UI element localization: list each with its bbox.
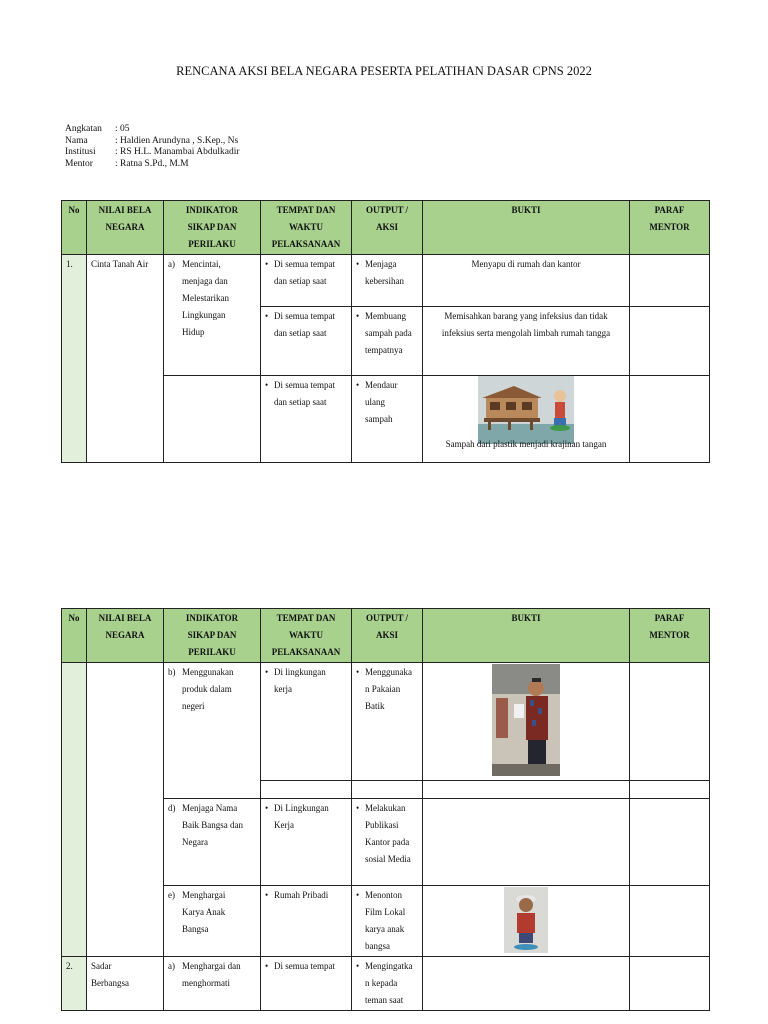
output-cell: • Melakukan Publikasi Kantor pada sosial Media [352, 799, 423, 886]
header-tempat: TEMPAT DAN WAKTU PELAKSANAAN [261, 609, 352, 663]
table-header [62, 201, 710, 255]
bukti-cell-empty [423, 957, 630, 1011]
row-number-empty [62, 663, 87, 957]
tempat-cell-empty [261, 781, 352, 799]
paraf-cell-empty [630, 781, 710, 799]
bukti-cell-empty [423, 781, 630, 799]
tempat-cell: • Di Lingkungan Kerja [261, 799, 352, 886]
header-paraf: PARAF MENTOR [630, 609, 710, 663]
bukti-cell: Memisahkan barang yang infeksius dan tidak infeksius serta mengolah limbah rumah tangga [423, 307, 630, 376]
row-number: 2. [62, 957, 87, 1011]
header-bukti: BUKTI [423, 609, 630, 663]
meta-row-mentor: Mentor : Ratna S.Pd., M.M [65, 158, 189, 169]
paraf-cell [630, 886, 710, 957]
tempat-cell: • Di semua tempat dan setiap saat [261, 376, 352, 463]
table-row [62, 255, 710, 307]
header-no: No [62, 201, 87, 255]
indikator-cell: e) Menghargai Karya Anak Bangsa [164, 886, 261, 957]
nilai-cell: Cinta Tanah Air [87, 255, 164, 463]
table-header [62, 609, 710, 663]
action-plan-table-1 [61, 200, 710, 463]
table-row [62, 957, 710, 1011]
nilai-cell-empty [87, 663, 164, 957]
bukti-cell: Menyapu di rumah dan kantor [423, 255, 630, 307]
batik-photo [492, 664, 560, 776]
header-indikator: INDIKATOR SIKAP DAN PERILAKU [164, 201, 261, 255]
output-cell: • Menggunaka n Pakaian Batik [352, 663, 423, 781]
header-nilai: NILAI BELA NEGARA [87, 201, 164, 255]
indikator-cell-empty [164, 376, 261, 463]
paraf-cell [630, 376, 710, 463]
tempat-cell: • Di semua tempat [261, 957, 352, 1011]
local-film-figure-photo [504, 887, 548, 953]
header-indikator: INDIKATOR SIKAP DAN PERILAKU [164, 609, 261, 663]
indikator-cell: d) Menjaga Nama Baik Bangsa dan Negara [164, 799, 261, 886]
header-paraf: PARAF MENTOR [630, 201, 710, 255]
output-cell: • Menjaga kebersihan [352, 255, 423, 307]
paraf-cell [630, 799, 710, 886]
header-no: No [62, 609, 87, 663]
paraf-cell [630, 663, 710, 781]
paraf-cell [630, 255, 710, 307]
header-nilai: NILAI BELA NEGARA [87, 609, 164, 663]
bukti-cell [423, 886, 630, 957]
meta-row-nama: Nama : Haldien Arundyna , S.Kep., Ns [65, 135, 239, 146]
header-output: OUTPUT / AKSI [352, 609, 423, 663]
meta-row-angkatan: Angkatan : 05 [65, 124, 130, 134]
tempat-cell: • Di semua tempat dan setiap saat [261, 255, 352, 307]
output-cell: • Mengingatka n kepada teman saat [352, 957, 423, 1011]
bukti-cell: Sampah dari plastik menjadi krajinan tangan [423, 376, 630, 463]
output-cell: • Membuang sampah pada tempatnya [352, 307, 423, 376]
table-row [62, 663, 710, 781]
bukti-cell-empty [423, 799, 630, 886]
output-cell: • Mendaur ulang sampah [352, 376, 423, 463]
indikator-cell: a) Menghargai dan menghormati [164, 957, 261, 1011]
indikator-cell: a) Mencintai, menjaga dan Melestarikan Lingkungan Hidup [164, 255, 261, 376]
participant-info [65, 124, 240, 170]
tempat-cell: • Rumah Pribadi [261, 886, 352, 957]
action-plan-table-2 [61, 608, 710, 1011]
row-number: 1. [62, 255, 87, 463]
meta-row-institusi: Institusi : RS H.L. Manambai Abdulkadir [65, 147, 240, 157]
nilai-cell: Sadar Berbangsa [87, 957, 164, 1011]
output-cell-empty [352, 781, 423, 799]
document-title: RENCANA AKSI BELA NEGARA PESERTA PELATIHAN DASAR CPNS 2022 [176, 64, 592, 78]
header-bukti: BUKTI [423, 201, 630, 255]
recycled-craft-photo [478, 376, 574, 444]
paraf-cell [630, 307, 710, 376]
output-cell: • Menonton Film Lokal karya anak bangsa [352, 886, 423, 957]
header-output: OUTPUT / AKSI [352, 201, 423, 255]
indikator-cell: b) Menggunakan produk dalam negeri [164, 663, 261, 799]
bukti-cell [423, 663, 630, 781]
paraf-cell [630, 957, 710, 1011]
tempat-cell: • Di semua tempat dan setiap saat [261, 307, 352, 376]
tempat-cell: • Di lingkungan kerja [261, 663, 352, 781]
header-tempat: TEMPAT DAN WAKTU PELAKSANAAN [261, 201, 352, 255]
